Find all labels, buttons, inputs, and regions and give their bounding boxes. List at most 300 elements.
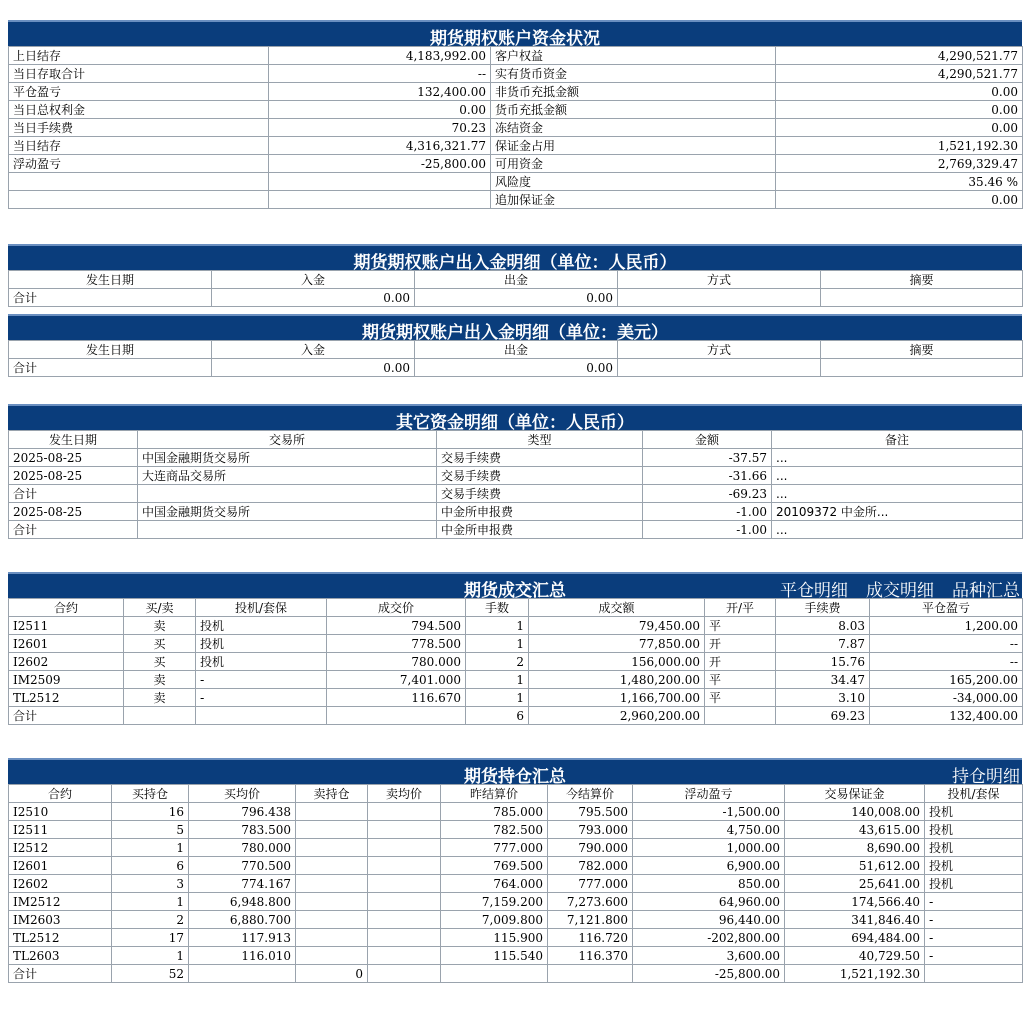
- table-cell: 774.167: [189, 875, 296, 893]
- table-cell: [705, 707, 776, 725]
- table-cell: 70.23: [269, 119, 491, 137]
- table-row: [9, 449, 1023, 467]
- table-cell: [9, 191, 269, 209]
- table-cell: [618, 359, 821, 377]
- table-cell: 2,960,200.00: [529, 707, 705, 725]
- table-cell: -31.66: [643, 467, 772, 485]
- table-cell: 6: [466, 707, 529, 725]
- table-row: [9, 467, 1023, 485]
- table-cell: 4,290,521.77: [776, 65, 1023, 83]
- table-cell: 平: [705, 617, 776, 635]
- table-cell: ...: [772, 449, 1023, 467]
- table-cell: 4,316,321.77: [269, 137, 491, 155]
- positions-header: [8, 758, 1022, 787]
- table-cell: 投机: [925, 821, 1023, 839]
- column-header: 摘要: [821, 341, 1023, 359]
- table-cell: 1: [112, 947, 189, 965]
- usd-flow-table: [8, 340, 1023, 377]
- table-cell: 1: [466, 689, 529, 707]
- table-cell: [441, 965, 548, 983]
- table-cell: 795.500: [548, 803, 633, 821]
- table-cell: [296, 911, 368, 929]
- column-header: 卖持仓: [296, 785, 368, 803]
- column-header: 交易所: [138, 431, 437, 449]
- table-cell: [269, 191, 491, 209]
- column-header: 合约: [9, 599, 124, 617]
- other-funds-table: [8, 430, 1023, 539]
- table-cell: 796.438: [189, 803, 296, 821]
- table-cell: 34.47: [776, 671, 870, 689]
- table-cell: [821, 359, 1023, 377]
- table-cell: 合计: [9, 359, 212, 377]
- table-cell: --: [269, 65, 491, 83]
- table-cell: 116.720: [548, 929, 633, 947]
- table-cell: 0: [296, 965, 368, 983]
- column-header: 买持仓: [112, 785, 189, 803]
- table-cell: 平: [705, 671, 776, 689]
- table-cell: TL2512: [9, 929, 112, 947]
- table-cell: 买: [124, 653, 196, 671]
- table-cell: -69.23: [643, 485, 772, 503]
- table-cell: 7,009.800: [441, 911, 548, 929]
- table-cell: 116.670: [327, 689, 466, 707]
- table-cell: [189, 965, 296, 983]
- table-cell: 投机: [196, 653, 327, 671]
- column-header: 入金: [212, 271, 415, 289]
- table-cell: 投机: [196, 635, 327, 653]
- total-row: [9, 289, 1023, 307]
- column-header: 买均价: [189, 785, 296, 803]
- table-cell: 2025-08-25: [9, 503, 138, 521]
- table-cell: 冻结资金: [491, 119, 776, 137]
- table-cell: 4,750.00: [633, 821, 785, 839]
- table-row: [9, 137, 1023, 155]
- table-cell: -: [925, 947, 1023, 965]
- column-header: 成交额: [529, 599, 705, 617]
- table-cell: [821, 289, 1023, 307]
- table-row: [9, 803, 1023, 821]
- table-header-row: [9, 271, 1023, 289]
- table-cell: 6,948.800: [189, 893, 296, 911]
- table-cell: 769.500: [441, 857, 548, 875]
- column-header: 卖均价: [368, 785, 441, 803]
- rmb-flow-section: [8, 244, 1022, 307]
- product-summary-link[interactable]: 品种汇总: [952, 581, 1020, 601]
- table-cell: -37.57: [643, 449, 772, 467]
- table-cell: 2025-08-25: [9, 467, 138, 485]
- table-cell: [296, 893, 368, 911]
- table-cell: 浮动盈亏: [9, 155, 269, 173]
- table-row: [9, 65, 1023, 83]
- table-row: [9, 635, 1023, 653]
- table-row: [9, 857, 1023, 875]
- table-cell: 140,008.00: [785, 803, 925, 821]
- table-cell: --: [870, 635, 1023, 653]
- table-cell: 1,200.00: [870, 617, 1023, 635]
- table-cell: 35.46 %: [776, 173, 1023, 191]
- table-cell: [368, 947, 441, 965]
- table-cell: 0.00: [269, 101, 491, 119]
- table-row: [9, 947, 1023, 965]
- column-header: 入金: [212, 341, 415, 359]
- table-cell: I2512: [9, 839, 112, 857]
- table-cell: 保证金占用: [491, 137, 776, 155]
- column-header: 出金: [415, 341, 618, 359]
- table-cell: 783.500: [189, 821, 296, 839]
- table-row: [9, 707, 1023, 725]
- table-cell: 投机: [925, 875, 1023, 893]
- usd-flow-section: [8, 314, 1022, 377]
- table-cell: I2510: [9, 803, 112, 821]
- column-header: 昨结算价: [441, 785, 548, 803]
- table-cell: -34,000.00: [870, 689, 1023, 707]
- table-cell: 780.000: [327, 653, 466, 671]
- table-cell: -: [925, 911, 1023, 929]
- close-detail-link[interactable]: 平仓明细: [780, 581, 848, 601]
- table-cell: 中国金融期货交易所: [138, 449, 437, 467]
- table-cell: 中金所申报费: [437, 521, 643, 539]
- column-header: 浮动盈亏: [633, 785, 785, 803]
- table-cell: 投机: [925, 803, 1023, 821]
- table-header-row: [9, 341, 1023, 359]
- account-summary-table: [8, 46, 1023, 209]
- table-cell: 777.000: [441, 839, 548, 857]
- table-cell: 开: [705, 653, 776, 671]
- table-cell: 合计: [9, 289, 212, 307]
- table-cell: 64,960.00: [633, 893, 785, 911]
- usd-flow-title: 期货期权账户出入金明细（单位：美元）: [362, 323, 668, 343]
- table-cell: 132,400.00: [870, 707, 1023, 725]
- table-cell: [196, 707, 327, 725]
- table-cell: [368, 857, 441, 875]
- table-cell: I2511: [9, 821, 112, 839]
- table-row: [9, 119, 1023, 137]
- table-cell: 3: [112, 875, 189, 893]
- other-funds-title: 其它资金明细（单位：人民币）: [396, 413, 634, 433]
- table-cell: 764.000: [441, 875, 548, 893]
- total-row: [9, 359, 1023, 377]
- table-cell: -: [925, 929, 1023, 947]
- positions-title: 期货持仓汇总: [464, 767, 566, 787]
- table-cell: 0.00: [212, 359, 415, 377]
- table-cell: I2601: [9, 857, 112, 875]
- table-cell: [368, 803, 441, 821]
- table-row: [9, 839, 1023, 857]
- column-header: 开/平: [705, 599, 776, 617]
- table-cell: 1: [112, 839, 189, 857]
- table-cell: IM2512: [9, 893, 112, 911]
- table-cell: 850.00: [633, 875, 785, 893]
- table-cell: [368, 821, 441, 839]
- table-cell: 794.500: [327, 617, 466, 635]
- table-row: [9, 101, 1023, 119]
- table-cell: 客户权益: [491, 47, 776, 65]
- table-cell: 当日存取合计: [9, 65, 269, 83]
- table-cell: ...: [772, 521, 1023, 539]
- table-cell: 合计: [9, 965, 112, 983]
- account-summary-header: [8, 20, 1022, 49]
- table-cell: 当日手续费: [9, 119, 269, 137]
- table-cell: 793.000: [548, 821, 633, 839]
- table-cell: 中国金融期货交易所: [138, 503, 437, 521]
- column-header: 发生日期: [9, 271, 212, 289]
- table-cell: 2025-08-25: [9, 449, 138, 467]
- table-cell: [269, 173, 491, 191]
- table-cell: 96,440.00: [633, 911, 785, 929]
- account-summary-title: 期货期权账户资金状况: [430, 29, 600, 49]
- table-cell: 投机: [925, 857, 1023, 875]
- column-header: 今结算价: [548, 785, 633, 803]
- table-row: [9, 191, 1023, 209]
- table-cell: 投机: [925, 839, 1023, 857]
- table-cell: 156,000.00: [529, 653, 705, 671]
- table-cell: 1,521,192.30: [776, 137, 1023, 155]
- table-cell: 785.000: [441, 803, 548, 821]
- table-cell: 0.00: [776, 83, 1023, 101]
- table-cell: 0.00: [776, 119, 1023, 137]
- table-cell: 2: [466, 653, 529, 671]
- table-row: [9, 689, 1023, 707]
- table-cell: 平: [705, 689, 776, 707]
- column-header: 交易保证金: [785, 785, 925, 803]
- table-cell: -25,800.00: [633, 965, 785, 983]
- table-cell: [368, 929, 441, 947]
- table-row: [9, 521, 1023, 539]
- table-cell: [9, 173, 269, 191]
- rmb-flow-table: [8, 270, 1023, 307]
- table-cell: [368, 965, 441, 983]
- table-cell: 790.000: [548, 839, 633, 857]
- trades-links: [762, 576, 1020, 601]
- other-funds-section: [8, 404, 1022, 539]
- column-header: 成交价: [327, 599, 466, 617]
- table-header-row: [9, 599, 1023, 617]
- table-cell: [296, 821, 368, 839]
- table-cell: -1.00: [643, 521, 772, 539]
- table-cell: -1,500.00: [633, 803, 785, 821]
- table-cell: 52: [112, 965, 189, 983]
- table-cell: [124, 707, 196, 725]
- table-cell: 0.00: [212, 289, 415, 307]
- table-cell: --: [870, 653, 1023, 671]
- table-cell: 16: [112, 803, 189, 821]
- table-cell: 6,900.00: [633, 857, 785, 875]
- table-cell: 平仓盈亏: [9, 83, 269, 101]
- table-cell: 大连商品交易所: [138, 467, 437, 485]
- table-cell: [368, 911, 441, 929]
- column-header: 摘要: [821, 271, 1023, 289]
- table-cell: 782.000: [548, 857, 633, 875]
- table-cell: [296, 875, 368, 893]
- table-cell: TL2603: [9, 947, 112, 965]
- table-cell: 交易手续费: [437, 449, 643, 467]
- table-cell: 8.03: [776, 617, 870, 635]
- column-header: 手数: [466, 599, 529, 617]
- table-cell: 40,729.50: [785, 947, 925, 965]
- table-cell: 115.540: [441, 947, 548, 965]
- table-row: [9, 617, 1023, 635]
- table-cell: 0.00: [415, 289, 618, 307]
- table-cell: 69.23: [776, 707, 870, 725]
- table-cell: 1: [466, 617, 529, 635]
- table-cell: 1,000.00: [633, 839, 785, 857]
- table-cell: 51,612.00: [785, 857, 925, 875]
- positions-section: [8, 758, 1022, 983]
- table-cell: 17: [112, 929, 189, 947]
- table-row: [9, 47, 1023, 65]
- table-cell: 2: [112, 911, 189, 929]
- column-header: 手续费: [776, 599, 870, 617]
- trades-header: [8, 572, 1022, 601]
- trade-detail-link[interactable]: 成交明细: [866, 581, 934, 601]
- table-cell: 当日结存: [9, 137, 269, 155]
- column-header: 方式: [618, 341, 821, 359]
- table-cell: 买: [124, 635, 196, 653]
- trades-section: [8, 572, 1022, 725]
- rmb-flow-header: [8, 244, 1022, 273]
- table-cell: 778.500: [327, 635, 466, 653]
- column-header: 买/卖: [124, 599, 196, 617]
- table-row: [9, 653, 1023, 671]
- table-cell: 3.10: [776, 689, 870, 707]
- table-cell: [296, 803, 368, 821]
- table-cell: [327, 707, 466, 725]
- table-cell: [368, 839, 441, 857]
- table-cell: I2601: [9, 635, 124, 653]
- table-cell: ...: [772, 467, 1023, 485]
- column-header: 发生日期: [9, 341, 212, 359]
- table-cell: 0.00: [776, 101, 1023, 119]
- table-cell: I2511: [9, 617, 124, 635]
- table-cell: 20109372 中金所...: [772, 503, 1023, 521]
- table-cell: 卖: [124, 689, 196, 707]
- table-row: [9, 155, 1023, 173]
- table-cell: [296, 947, 368, 965]
- column-header: 投机/套保: [196, 599, 327, 617]
- table-cell: 132,400.00: [269, 83, 491, 101]
- table-cell: ...: [772, 485, 1023, 503]
- table-cell: 交易手续费: [437, 485, 643, 503]
- table-cell: 117.913: [189, 929, 296, 947]
- table-cell: [368, 875, 441, 893]
- position-detail-link[interactable]: 持仓明细: [952, 767, 1020, 787]
- column-header: 方式: [618, 271, 821, 289]
- table-cell: -: [196, 671, 327, 689]
- table-cell: 15.76: [776, 653, 870, 671]
- table-cell: 中金所申报费: [437, 503, 643, 521]
- table-cell: 追加保证金: [491, 191, 776, 209]
- table-cell: 77,850.00: [529, 635, 705, 653]
- table-cell: 7.87: [776, 635, 870, 653]
- table-cell: 2,769,329.47: [776, 155, 1023, 173]
- table-cell: 174,566.40: [785, 893, 925, 911]
- table-row: [9, 893, 1023, 911]
- table-cell: -202,800.00: [633, 929, 785, 947]
- table-cell: 1: [112, 893, 189, 911]
- table-cell: 合计: [9, 707, 124, 725]
- table-cell: -: [925, 893, 1023, 911]
- table-row: [9, 965, 1023, 983]
- table-cell: 合计: [9, 485, 138, 503]
- table-cell: 165,200.00: [870, 671, 1023, 689]
- table-cell: [296, 929, 368, 947]
- table-row: [9, 671, 1023, 689]
- column-header: 出金: [415, 271, 618, 289]
- trades-table: [8, 598, 1023, 725]
- table-cell: 777.000: [548, 875, 633, 893]
- table-cell: 开: [705, 635, 776, 653]
- table-row: [9, 911, 1023, 929]
- usd-flow-header: [8, 314, 1022, 343]
- table-row: [9, 485, 1023, 503]
- table-cell: 6,880.700: [189, 911, 296, 929]
- table-cell: 4,290,521.77: [776, 47, 1023, 65]
- table-cell: I2602: [9, 875, 112, 893]
- trades-title: 期货成交汇总: [464, 581, 566, 601]
- table-cell: 1,521,192.30: [785, 965, 925, 983]
- table-cell: 5: [112, 821, 189, 839]
- other-funds-header: [8, 404, 1022, 433]
- table-cell: 货币充抵金额: [491, 101, 776, 119]
- column-header: 金额: [643, 431, 772, 449]
- table-cell: 79,450.00: [529, 617, 705, 635]
- table-cell: 实有货币资金: [491, 65, 776, 83]
- table-cell: 1,166,700.00: [529, 689, 705, 707]
- table-cell: 116.370: [548, 947, 633, 965]
- table-cell: [296, 857, 368, 875]
- table-cell: 卖: [124, 671, 196, 689]
- table-cell: 合计: [9, 521, 138, 539]
- table-row: [9, 929, 1023, 947]
- table-cell: 交易手续费: [437, 467, 643, 485]
- table-cell: [548, 965, 633, 983]
- table-cell: -25,800.00: [269, 155, 491, 173]
- table-cell: 4,183,992.00: [269, 47, 491, 65]
- account-summary-section: [8, 20, 1022, 209]
- column-header: 平仓盈亏: [870, 599, 1023, 617]
- table-cell: 770.500: [189, 857, 296, 875]
- table-row: [9, 83, 1023, 101]
- table-header-row: [9, 431, 1023, 449]
- table-row: [9, 173, 1023, 191]
- table-cell: 782.500: [441, 821, 548, 839]
- table-header-row: [9, 785, 1023, 803]
- table-cell: IM2603: [9, 911, 112, 929]
- table-cell: 可用资金: [491, 155, 776, 173]
- column-header: 投机/套保: [925, 785, 1023, 803]
- table-cell: 43,615.00: [785, 821, 925, 839]
- table-cell: 694,484.00: [785, 929, 925, 947]
- table-cell: 非货币充抵金额: [491, 83, 776, 101]
- table-cell: 1: [466, 671, 529, 689]
- table-cell: 6: [112, 857, 189, 875]
- table-cell: 341,846.40: [785, 911, 925, 929]
- table-cell: 卖: [124, 617, 196, 635]
- table-cell: 7,401.000: [327, 671, 466, 689]
- table-cell: 1: [466, 635, 529, 653]
- table-cell: -1.00: [643, 503, 772, 521]
- table-cell: [138, 485, 437, 503]
- table-cell: 投机: [196, 617, 327, 635]
- table-cell: 当日总权利金: [9, 101, 269, 119]
- table-cell: 3,600.00: [633, 947, 785, 965]
- table-cell: 风险度: [491, 173, 776, 191]
- column-header: 发生日期: [9, 431, 138, 449]
- table-cell: 7,273.600: [548, 893, 633, 911]
- table-cell: 上日结存: [9, 47, 269, 65]
- table-cell: 115.900: [441, 929, 548, 947]
- table-cell: 25,641.00: [785, 875, 925, 893]
